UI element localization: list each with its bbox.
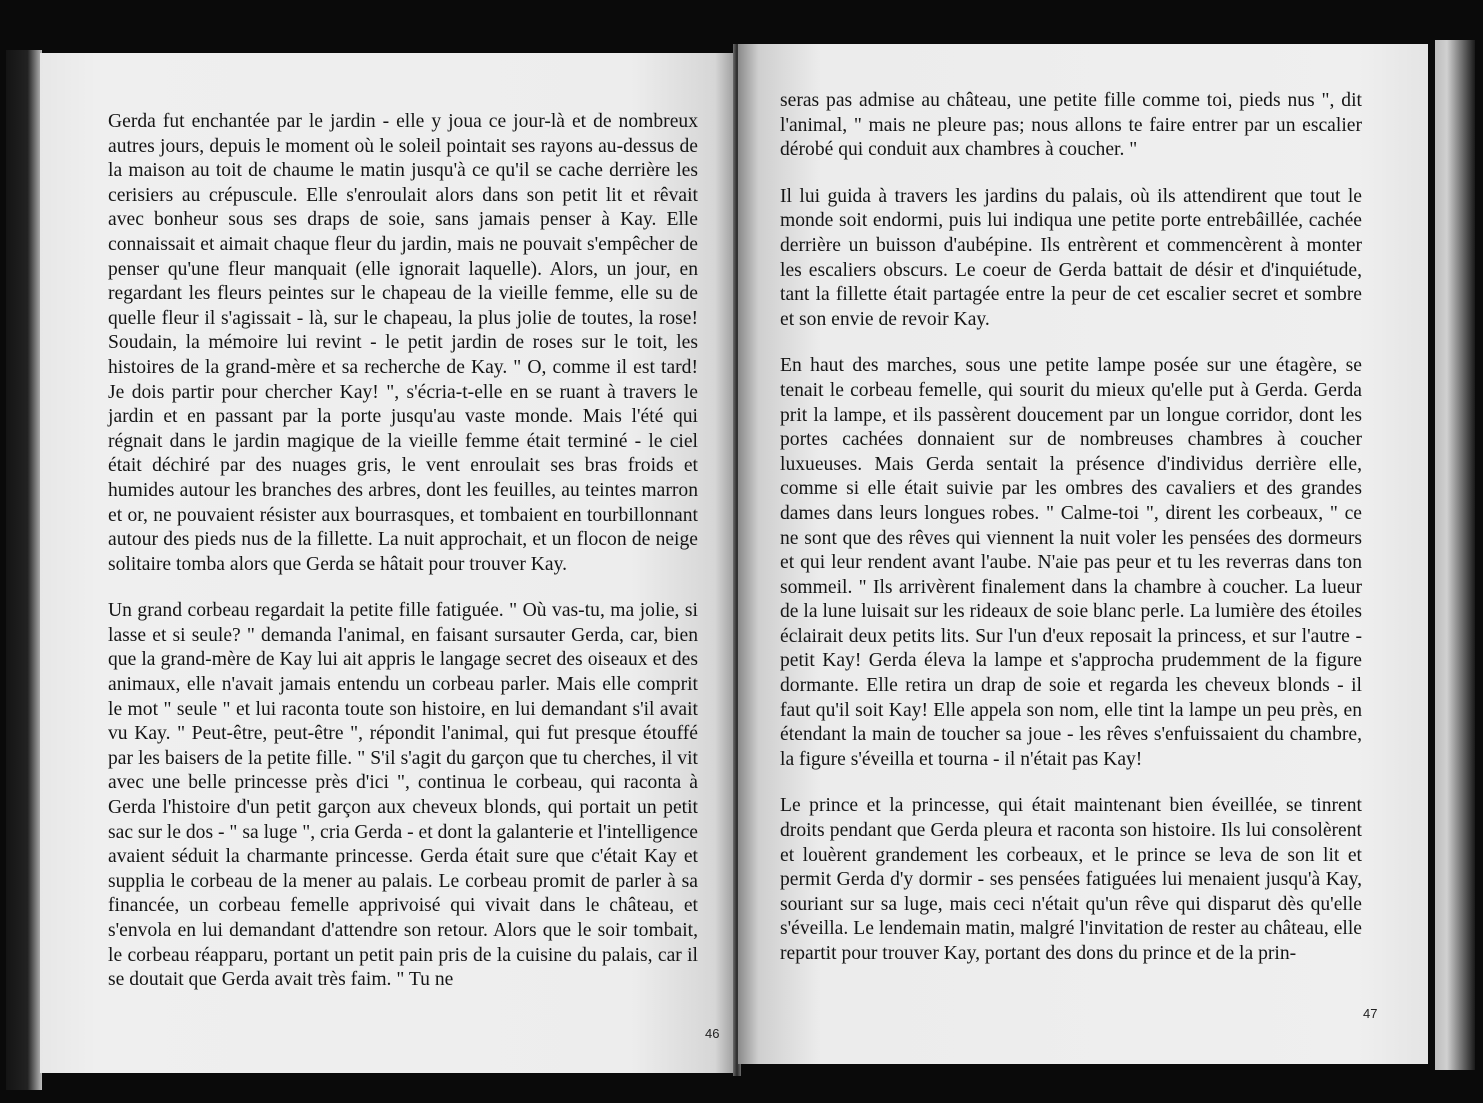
left-page [40,53,736,1073]
right-page [738,44,1428,1064]
right-paragraph-2: Il lui guida à travers les jardins du palais, où ils attendirent que tout le monde soit endormi, puis lui indiqua une petite porte entrebâillée, cachée derrière un buisson d'aubépine. Ils entrèrent et commencèrent à monter les escaliers obscurs. Le coeur de Gerda battait de désir et d'inquiétude, tant la fillette était partagée entre la peur de cet escalier secret et sombre et son envie de revoir Kay. [780,185,1362,330]
right-paragraph-1: seras pas admise au château, une petite fille comme toi, pieds nus ", dit l'animal, " mais ne pleure pas; nous allons te faire entrer par un escalier dérobé qui conduit aux chambres à coucher. " [780,90,1362,161]
right-paragraph-3: En haut des marches, sous une petite lampe posée sur une étagère, se tenait le corbeau femelle, qui sourit du mieux qu'elle put à Gerda. Gerda prit la lampe, et ils passèrent doucement par un longue corridor, dont les portes cachées donnaient sur de nombreuses chambres à coucher luxueuses. Mais Gerda sentait la présence d'individus derrière elle, comme si elle était suivie par les ombres des cavaliers et des grandes dames dans leurs longues robes. " Calme-toi ", dirent les corbeaux, " ce ne sont que des rêves qui viennent la nuit voler les pensées des dormeurs et qui leur rendent avant l'aube. N'aie pas peur et tu les reverras dans ton sommeil. " Ils arrivèrent finalement dans la chambre à coucher. La lueur de la lune luisait sur les rideaux de soie blanc perle. La lumière des étoiles éclairait deux petits lits. Sur l'un d'eux reposait la princess, et sur l'autre - petit Kay! Gerda éleva la lampe et s'approcha prudemment de la figure dormante. Elle retira un drap de soie et regarda les cheveux blonds - il faut qu'il soit Kay! Elle appela son nom, elle tint la lampe un peu près, en étendant la main de toucher sa joue - les rêves s'enfuissaient du chambre, la figure s'éveilla et tourna - il n'était pas Kay! [780,355,1362,770]
left-paragraph-1: Gerda fut enchantée par le jardin - elle y joua ce jour-là et de nombreux autres jours, depuis le moment où le soleil pointait ses rayons au-dessus de la maison au toit de chaume le matin jusqu'à ce qu'il se cache derrière les cerisiers au crépuscule. Elle s'enroulait alors dans son petit lit et rêvait avec bonheur sous ses draps de soie, sans jamais penser à Kay. Elle connaissait et aimait chaque fleur du jardin, mais ne pouvait s'empêcher de penser qu'une fleur manquait (elle ignorait laquelle). Alors, un jour, en regardant les fleurs peintes sur le chapeau de la vieille femme, elle su de quelle fleur il s'agissait - là, sur le chapeau, la plus jolie de toutes, la rose! Soudain, la mémoire lui revint - le petit jardin de roses sur le toit, les histoires de la grand-mère et sa recherche de Kay. " O, comme il est tard! Je dois partir pour chercher Kay! ", s'écria-t-elle en se ruant à travers le jardin et en passant par la porte jusqu'au vaste monde. Mais l'été qui régnait dans le jardin magique de la vieille femme était terminé - le ciel était déchiré par des nuages gris, le vent enroulait ses bras froids et humides autour les branches des arbres, dont les feuilles, au teintes marron et or, ne pouvaient résister aux bourrasques, et tombaient en tourbillonnant autour des pieds nus de la fillette. La nuit approchait, et un flocon de neige solitaire tomba alors que Gerda se hâtait pour trouver Kay. [108,111,698,575]
left-paragraph-2: Un grand corbeau regardait la petite fille fatiguée. " Où vas-tu, ma jolie, si lasse et si seule? " demanda l'animal, en faisant sursauter Gerda, car, bien que la grand-mère de Kay lui ait appris le langage secret des oiseaux et des animaux, elle n'avait jamais entendu un corbeau parler. Mais elle comprit le mot " seule " et lui raconta toute son histoire, en lui demandant s'il avait vu Kay. " Peut-être, peut-être ", répondit l'animal, qui fut presque étouffé par les baisers de la petite fille. " S'il s'agit du garçon que tu cherches, il vit avec une belle princesse près d'ici ", continua le corbeau, qui raconta à Gerda l'histoire d'un petit garçon aux cheveux blonds, qui portait un petit sac sur le dos - " sa luge ", cria Gerda - et dont la galanterie et l'intelligence avaient séduit la charmante princesse. Gerda était sure que c'était Kay et supplia le corbeau de la mener au palais. Le corbeau promit de parler à sa financée, un corbeau femelle apprivoisé qui vivait dans le château, et s'envola en lui demandant d'attendre son retour. Alors que le soir tombait, le corbeau réapparu, portant un petit pain pris de la cuisine du palais, car il se doutait que Gerda avait très faim. " Tu ne [108,600,698,991]
page-number-right: 47 [1363,1006,1378,1021]
right-page-text [780,89,1362,967]
book-edge-right [1435,40,1475,1070]
right-paragraph-4: Le prince et la princesse, qui était maintenant bien éveillée, se tinrent droits pendant que Gerda pleura et raconta son histoire. Ils lui consolèrent et louèrent grandement les corbeaux, et le prince se leva de son lit et permit Gerda d'y dormir - ses pensées fatiguées lui menaient jusqu'à Kay, souriant sur sa luge, mais ceci n'était qu'un rêve qui disparut dès qu'elle s'éveilla. Le lendemain matin, malgré l'invitation de rester au château, elle repartit pour trouver Kay, portant des dons du prince et de la prin- [780,795,1362,964]
book-edge-left [6,50,42,1090]
page-number-left: 46 [705,1026,720,1041]
left-page-text [108,110,698,993]
